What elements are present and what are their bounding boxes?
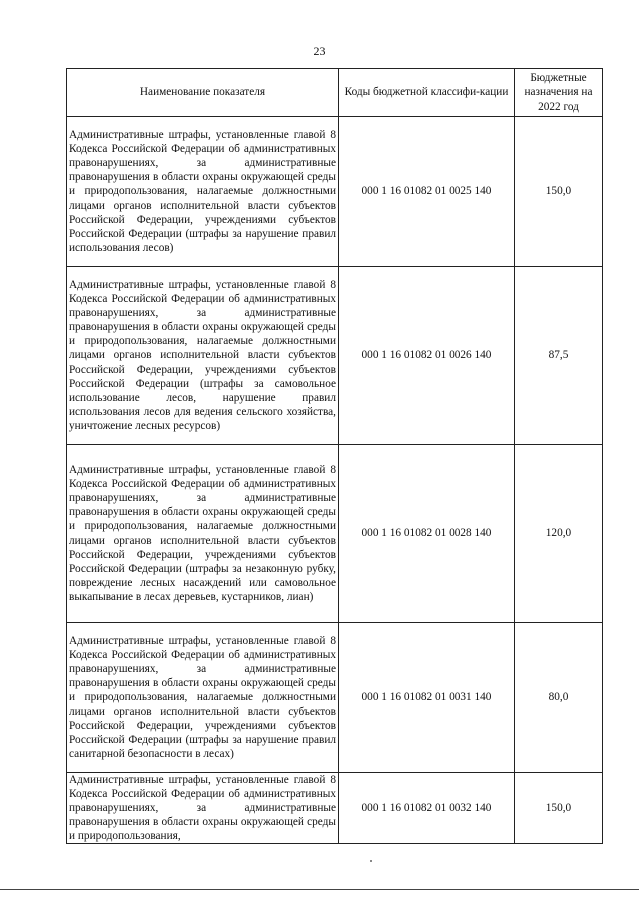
budget-amount: 150,0	[515, 773, 603, 844]
indicator-name: Административные штрафы, установленные главой 8 Кодекса Российской Федерации об административных правонарушениях, за административные правонарушения в области охраны окружающей среды и природопользования, налагаемые должностными лицами органов исполнительной власти субъектов Российской Федерации, учреждениями субъектов Российской Федерации (штрафы за нарушение правил санитарной безопасности в лесах)	[67, 623, 339, 773]
table-row	[67, 267, 603, 445]
indicator-name: Административные штрафы, установленные главой 8 Кодекса Российской Федерации об административных правонарушениях, за административные правонарушения в области охраны окружающей среды и природопользования, налагаемые должностными лицами органов исполнительной власти субъектов Российской Федерации, учреждениями субъектов Российской Федерации (штрафы за незаконную рубку, повреждение лесных насаждений или самовольное выкапывание в лесах деревьев, кустарников, лиан)	[67, 445, 339, 623]
indicator-name: Административные штрафы, установленные главой 8 Кодекса Российской Федерации об административных правонарушениях, за административные правонарушения в области охраны окружающей среды и природопользования,	[67, 773, 339, 844]
budget-table	[66, 68, 603, 844]
budget-code: 000 1 16 01082 01 0025 140	[339, 117, 515, 267]
budget-code: 000 1 16 01082 01 0028 140	[339, 445, 515, 623]
budget-amount: 80,0	[515, 623, 603, 773]
budget-code: 000 1 16 01082 01 0026 140	[339, 267, 515, 445]
page-bottom-divider	[0, 889, 639, 890]
header-budget-amount: Бюджетные назначения на 2022 год	[515, 69, 603, 117]
budget-code: 000 1 16 01082 01 0031 140	[339, 623, 515, 773]
budget-amount: 150,0	[515, 117, 603, 267]
scan-speck	[370, 860, 372, 862]
table-row	[67, 117, 603, 267]
indicator-name: Административные штрафы, установленные главой 8 Кодекса Российской Федерации об административных правонарушениях, за административные правонарушения в области охраны окружающей среды и природопользования, налагаемые должностными лицами органов исполнительной власти субъектов Российской Федерации, учреждениями субъектов Российской Федерации (штрафы за самовольное использование лесов, нарушение правил использования лесов для ведения сельского хозяйства, уничтожение лесных ресурсов)	[67, 267, 339, 445]
header-budget-code: Коды бюджетной классифи-кации	[339, 69, 515, 117]
budget-amount: 120,0	[515, 445, 603, 623]
table-header-row	[67, 69, 603, 117]
table-row	[67, 623, 603, 773]
header-indicator-name: Наименование показателя	[67, 69, 339, 117]
table-row	[67, 773, 603, 844]
budget-code: 000 1 16 01082 01 0032 140	[339, 773, 515, 844]
page-number: 23	[313, 44, 326, 58]
table-row	[67, 445, 603, 623]
indicator-name: Административные штрафы, установленные главой 8 Кодекса Российской Федерации об административных правонарушениях, за административные правонарушения в области охраны окружающей среды и природопользования, налагаемые должностными лицами органов исполнительной власти субъектов Российской Федерации, учреждениями субъектов Российской Федерации (штрафы за нарушение правил использования лесов)	[67, 117, 339, 267]
budget-amount: 87,5	[515, 267, 603, 445]
